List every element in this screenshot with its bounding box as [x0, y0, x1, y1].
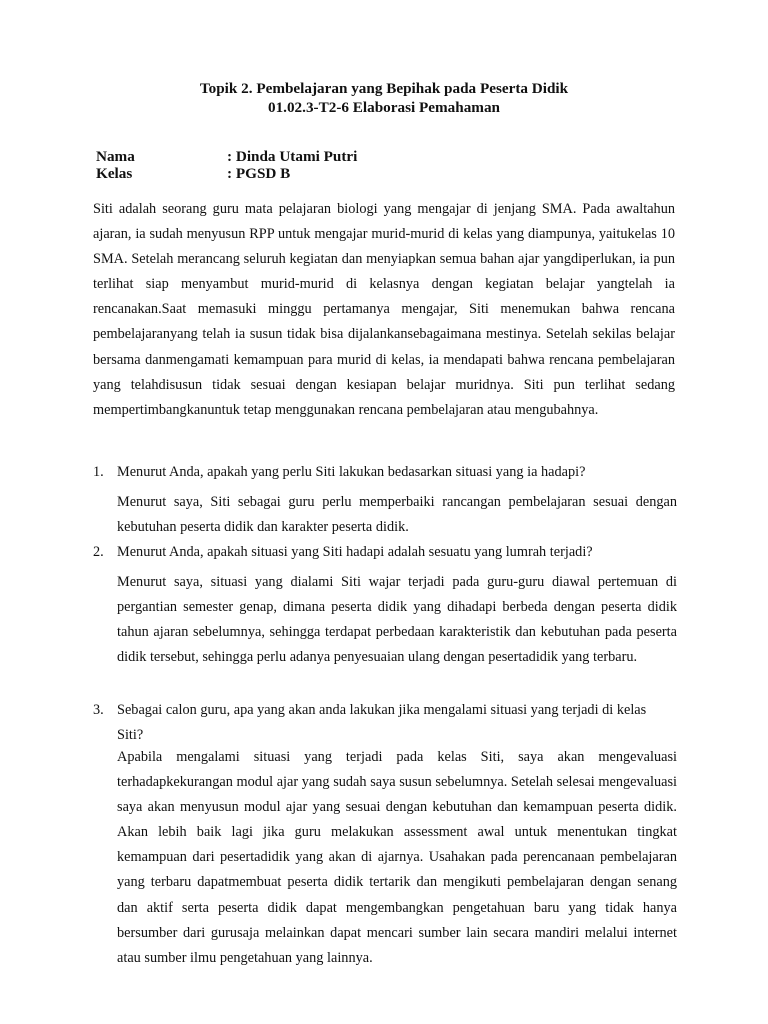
answer-2: Menurut saya, situasi yang dialami Siti wajar terjadi pada guru-guru diawal pertemuan di pergantian semester genap, dimana peserta didik yang dihadapi berbeda dengan peserta didik tahun ajaran sebelumnya, sehingga terdapat perbedaan karakteristik dan kebutuhan pada peserta didik tersebut, sehingga perlu adanya penyesuaian ulang dengan pesertadidik yang terbaru.: [117, 574, 677, 666]
name-label: Nama: [96, 148, 135, 165]
identity-block: [96, 148, 357, 182]
question-number: 1.: [93, 464, 104, 480]
class-label: Kelas: [96, 165, 133, 182]
class-value: : PGSD B: [227, 165, 291, 182]
name-value: : Dinda Utami Putri: [227, 148, 358, 165]
name-row: [96, 148, 357, 165]
title-line-2: 01.02.3-T2-6 Elaborasi Pemahaman: [267, 99, 501, 116]
title-line-1: Topik 2. Pembelajaran yang Bepihak pada Peserta Didik: [199, 80, 569, 97]
document-title: [0, 79, 768, 117]
class-row: [96, 165, 357, 182]
intro-paragraph: Siti adalah seorang guru mata pelajaran biologi yang mengajar di jenjang SMA. Pada awaltahun ajaran, ia sudah menyusun RPP untuk mengajar murid-murid di kelas yang diampunya, yaitukelas 10 SMA. Setelah merancang seluruh kegiatan dan menyiapkan semua bahan ajar yangdiperlukan, ia pun terlihat siap menyambut murid-murid di kelasnya dengan kegiatan belajar yangtelah ia rencanakan.Saat memasuki minggu pertamanya mengajar, Siti menemukan bahwa rencana pembelajaranyang telah ia susun tidak bisa dijalankansebagaimana mestinya. Setelah sekilas belajar bersama danmengamati kemampuan para murid di kelas, ia mendapati bahwa rencana pembelajaran yang telahdisusun tidak sesuai dengan kesiapan belajar muridnya. Siti pun terlihat sedang mempertimbangkanuntuk tetap menggunakan rencana pembelajaran atau mengubahnya.: [93, 201, 675, 418]
question-number: 3.: [93, 702, 104, 718]
question-text: Sebagai calon guru, apa yang akan anda lakukan jika mengalami situasi yang terjadi di kelas Siti?: [117, 702, 647, 744]
question-text: Menurut Anda, apakah yang perlu Siti lakukan bedasarkan situasi yang ia hadapi?: [117, 464, 586, 480]
answer-1: Menurut saya, Siti sebagai guru perlu memperbaiki rancangan pembelajaran sesuai dengan kebutuhan peserta didik dan karakter peserta didik.: [117, 494, 677, 536]
question-text: Menurut Anda, apakah situasi yang Siti hadapi adalah sesuatu yang lumrah terjadi?: [117, 544, 593, 560]
answer-3: Apabila mengalami situasi yang terjadi pada kelas Siti, saya akan mengevaluasi terhadapkekurangan modul ajar yang sudah saya susun sebelumnya. Setelah selesai mengevaluasi saya akan menyusun modul ajar yang sesuai dengan kebutuhan dan kemampuan peserta didik. Akan lebih baik lagi jika guru melakukan assessment awal untuk menentukan tingkat kemampuan dari pesertadidik yang akan di ajarnya. Usahakan pada perencanaan pembelajaran yang terbaru dapatmembuat peserta didik tertarik dan mengikuti pembelajaran dengan senang dan aktif serta peserta didik dapat mengembangkan pengetahuan baru yang tidak hanya bersumber dari gurusaja melainkan dapat mencari sumber lain secara mandiri melalui internet atau sumber ilmu pengetahuan yang lainnya.: [117, 749, 677, 966]
question-number: 2.: [93, 544, 104, 560]
